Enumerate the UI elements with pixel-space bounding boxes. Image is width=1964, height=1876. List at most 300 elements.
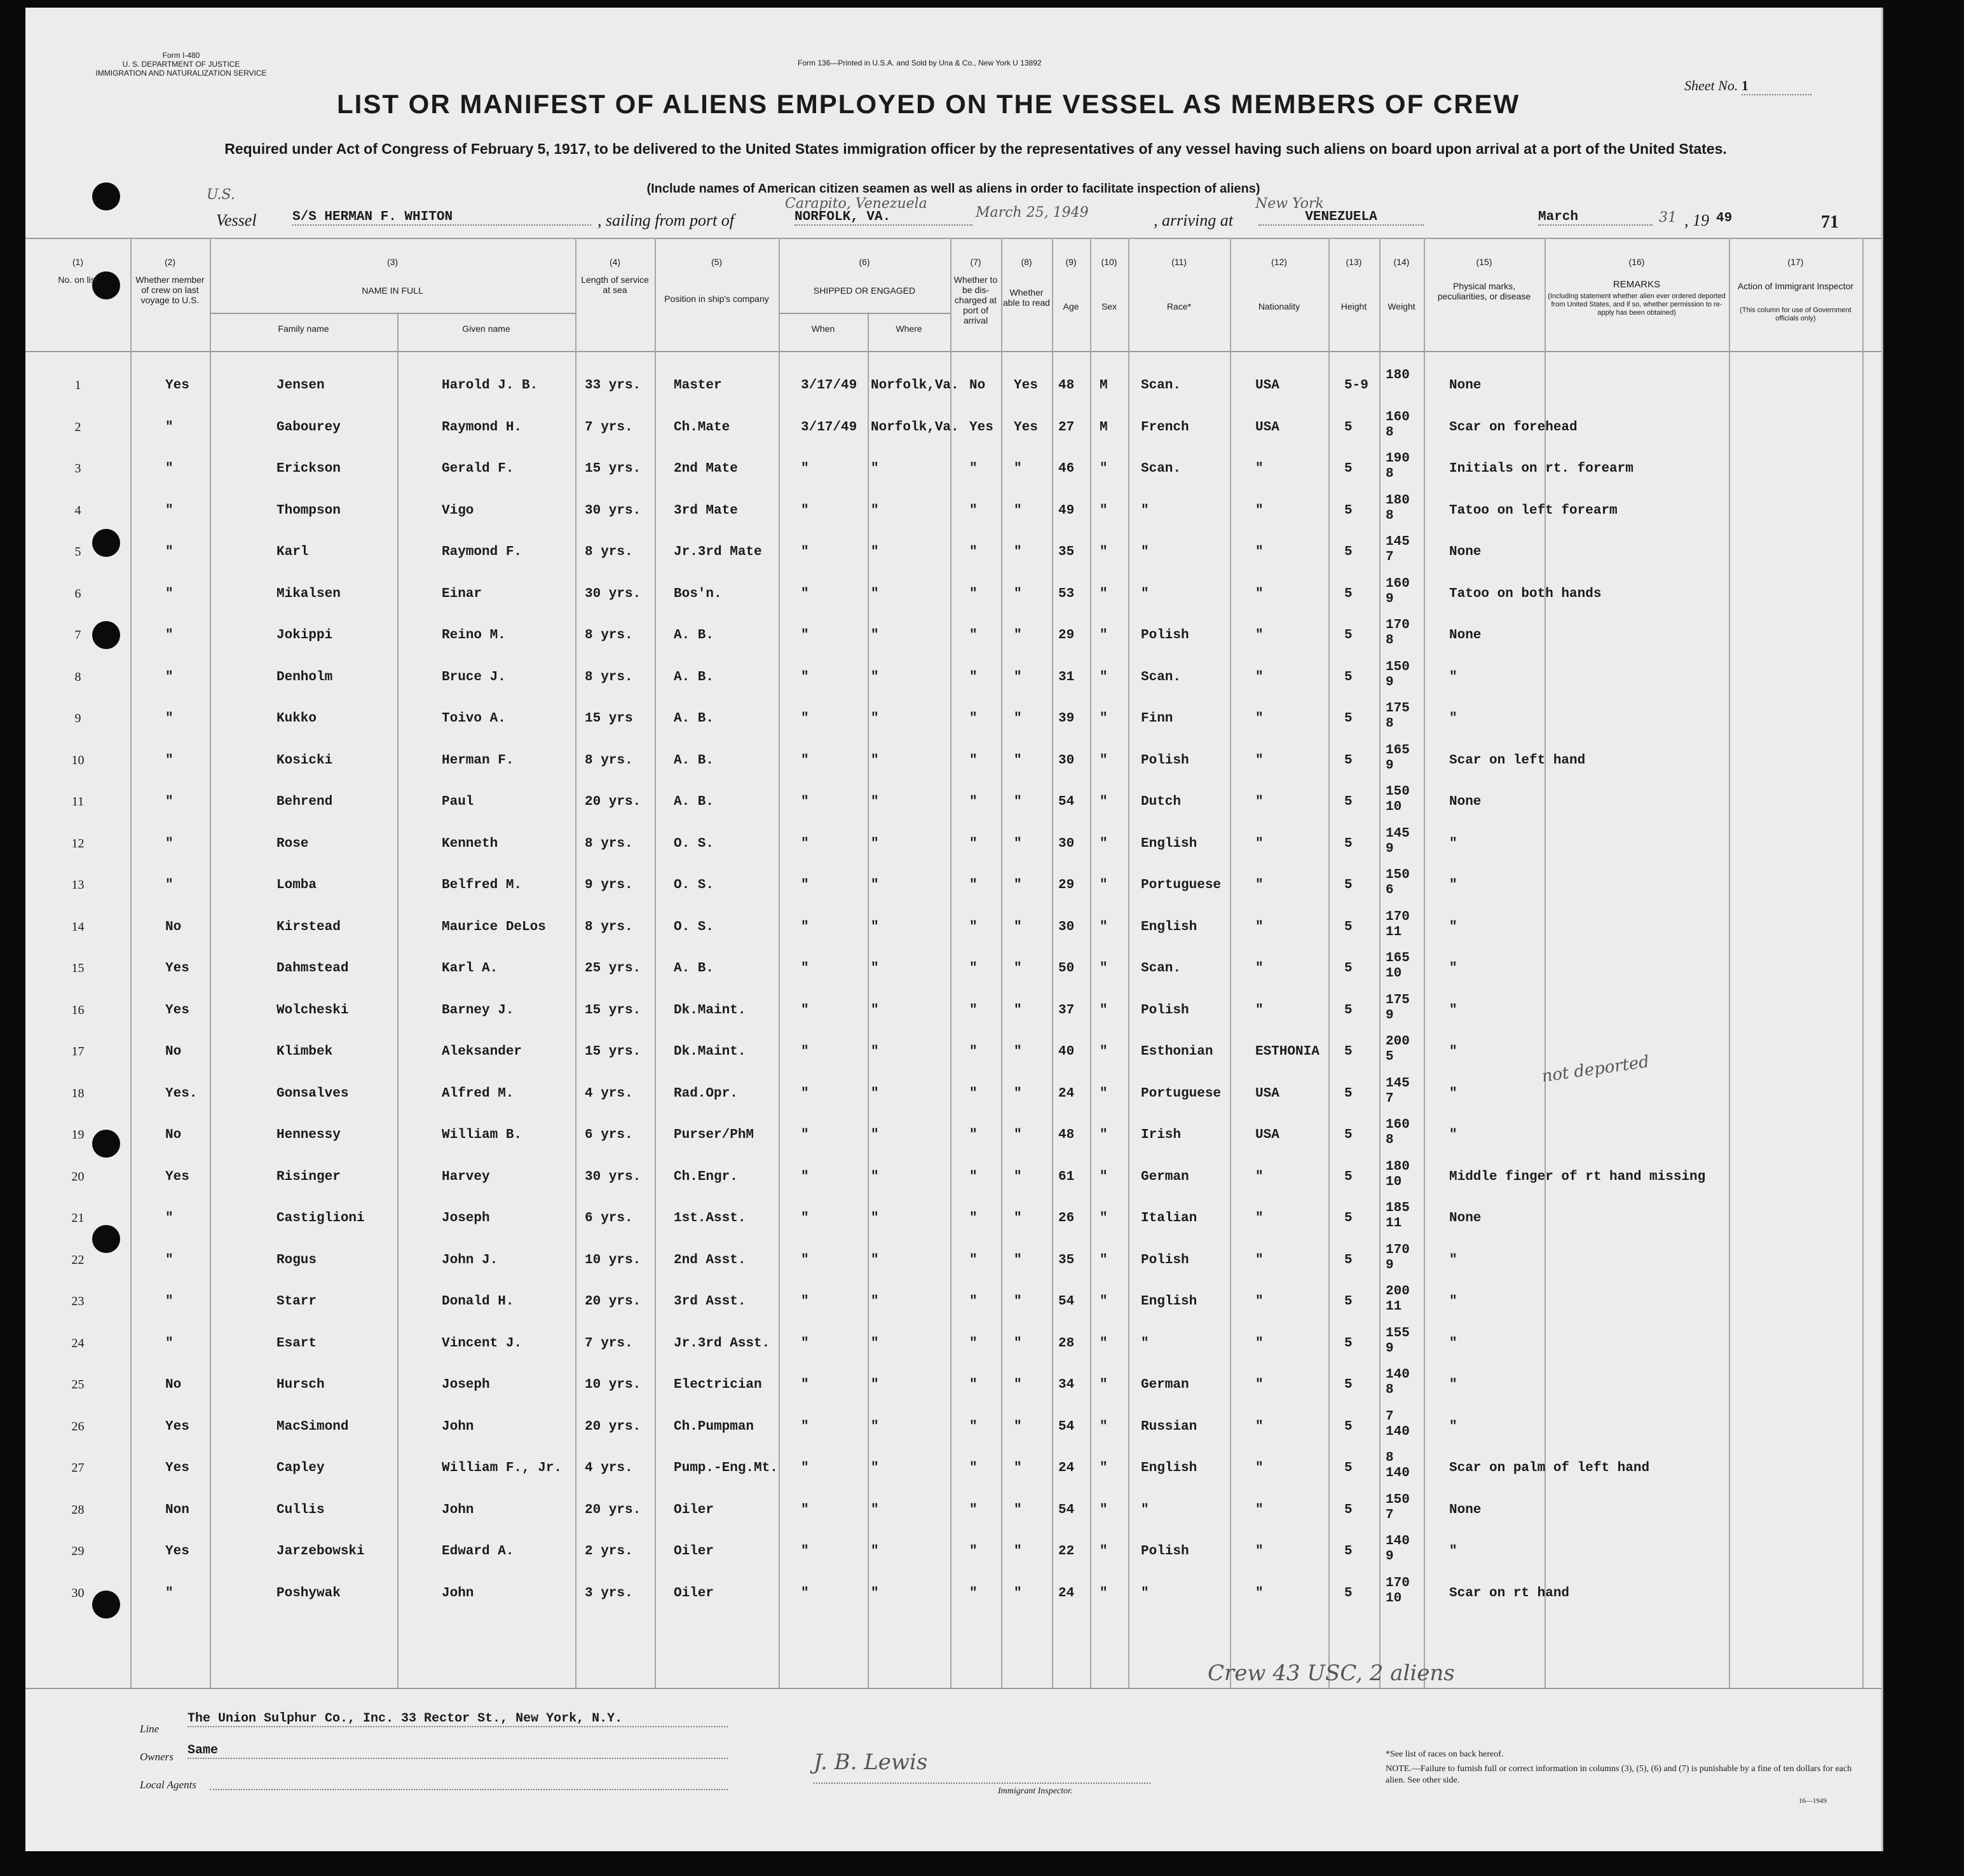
cell-where: ": [871, 1252, 879, 1268]
cell-family: Mikalsen: [276, 586, 341, 601]
cell-weight-line1: 145: [1386, 1076, 1410, 1091]
cell-member: ": [165, 669, 174, 685]
cell-n: 9: [74, 711, 81, 725]
hdr-age: Age: [1063, 301, 1079, 312]
cell-position: A. B.: [674, 753, 714, 768]
cell-weight-line2: 8: [1386, 508, 1394, 523]
cell-sex: ": [1100, 1502, 1108, 1517]
cell-position: Ch.Mate: [674, 420, 730, 435]
cell-when: ": [801, 1128, 809, 1142]
cell-member: No: [165, 1378, 182, 1392]
cell-position: Jr.3rd Asst.: [674, 1336, 770, 1351]
cell-where: ": [871, 1086, 879, 1101]
cell-family: Jarzebowski: [276, 1544, 365, 1559]
cell-position: A. B.: [674, 628, 714, 643]
cell-nat: ": [1255, 1211, 1264, 1226]
cell-member: Yes: [165, 378, 189, 393]
cell-family: Lomba: [276, 878, 317, 893]
col-num-6: (6): [859, 257, 870, 267]
cell-given: Harold J. B.: [442, 378, 538, 393]
cell-weight-line1: 190: [1386, 451, 1410, 466]
cell-nat: ": [1255, 503, 1264, 518]
cell-weight-line1: 145: [1386, 826, 1410, 841]
cell-service: 30 yrs.: [585, 503, 641, 518]
cell-height: 5: [1344, 669, 1353, 685]
cell-nat: ": [1255, 1336, 1264, 1351]
cell-race: ": [1141, 1336, 1149, 1351]
cell-age: 35: [1058, 545, 1075, 559]
table-row: [25, 1158, 1881, 1198]
cell-where: ": [871, 1544, 879, 1559]
cell-weight-line1: 150: [1386, 659, 1410, 674]
cell-member: ": [165, 420, 174, 435]
cell-given: Belfred M.: [442, 878, 522, 893]
cell-sex: ": [1100, 836, 1108, 851]
cell-height: 5-9: [1344, 378, 1368, 393]
cell-n: 29: [71, 1544, 85, 1558]
cell-position: A. B.: [674, 795, 714, 809]
cell-service: 15 yrs.: [585, 1003, 641, 1018]
cell-weight-line1: 150: [1386, 784, 1410, 799]
cell-marks: None: [1449, 795, 1482, 809]
form-id: Form I-480: [162, 51, 200, 60]
hdr-action: Action of Immigrant Inspector: [1737, 281, 1854, 291]
cell-n: 15: [71, 961, 85, 975]
cell-weight: [1386, 1367, 1410, 1398]
cell-age: 46: [1058, 462, 1075, 476]
cell-given: John: [442, 1585, 474, 1601]
cell-weight: [1386, 1493, 1410, 1523]
arrival-month: March: [1538, 210, 1653, 226]
cell-marks: ": [1449, 1252, 1457, 1268]
cell-height: 5: [1344, 1252, 1353, 1268]
cell-age: 40: [1058, 1044, 1075, 1059]
cell-race: ": [1141, 1502, 1149, 1517]
cell-n: 11: [71, 795, 85, 809]
cell-position: Dk.Maint.: [674, 1003, 746, 1018]
cell-disch: ": [969, 1044, 978, 1059]
cell-height: 5: [1344, 1585, 1353, 1601]
cell-family: Klimbek: [276, 1044, 333, 1059]
cell-read: ": [1014, 961, 1022, 976]
cell-age: 39: [1058, 711, 1075, 726]
hdr-discharged: Whether to be dis-charged at port of arrival: [953, 275, 998, 325]
cell-family: Gabourey: [276, 420, 341, 435]
cell-read: ": [1014, 836, 1022, 851]
cell-when: ": [801, 1003, 809, 1018]
year-prefix: , 19: [1684, 211, 1709, 229]
owners-value: Same: [188, 1743, 728, 1759]
hdr-where: Where: [896, 324, 922, 334]
cell-when: ": [801, 503, 809, 518]
cell-weight-line1: 8: [1386, 1451, 1394, 1465]
cell-race: English: [1141, 1461, 1197, 1475]
cell-weight-line2: 8: [1386, 467, 1394, 481]
hdr-length-service: Length of service at sea: [581, 275, 649, 295]
cell-when: ": [801, 1502, 809, 1517]
cell-nat: ": [1255, 586, 1264, 601]
cell-read: ": [1014, 1294, 1022, 1309]
cell-weight-line2: 9: [1386, 1341, 1394, 1356]
cell-family: Cullis: [276, 1502, 325, 1517]
cell-nat: ": [1255, 669, 1264, 685]
cell-given: Paul: [442, 795, 474, 809]
cell-given: Vigo: [442, 503, 474, 518]
cell-disch: ": [969, 1252, 978, 1268]
cell-disch: ": [969, 628, 978, 643]
cell-marks: Tatoo on left forearm: [1449, 503, 1618, 518]
cell-nat: ": [1255, 1461, 1264, 1475]
cell-nat: ": [1255, 1544, 1264, 1559]
cell-read: ": [1014, 1211, 1022, 1226]
cell-given: Aleksander: [442, 1044, 522, 1059]
page-title: LIST OR MANIFEST OF ALIENS EMPLOYED ON THE VESSEL AS MEMBERS OF CREW: [337, 89, 1520, 119]
cell-height: 5: [1344, 1128, 1353, 1142]
sheet-number: [1684, 78, 1811, 95]
vessel-name: S/S HERMAN F. WHITON: [292, 210, 591, 226]
cell-marks: None: [1449, 545, 1482, 559]
hand-arriving: New York: [1255, 196, 1324, 212]
cell-weight-line2: 10: [1386, 1591, 1402, 1606]
cell-service: 20 yrs.: [585, 1419, 641, 1434]
cell-age: 54: [1058, 1502, 1075, 1517]
cell-weight: [1386, 493, 1410, 524]
cell-member: ": [165, 795, 174, 809]
table-row: [25, 783, 1881, 823]
cell-read: ": [1014, 462, 1022, 476]
cell-age: 30: [1058, 919, 1075, 935]
cell-when: ": [801, 1044, 809, 1059]
cell-family: Karl: [276, 545, 309, 559]
table-row: [25, 742, 1881, 781]
cell-disch: ": [969, 1003, 978, 1018]
col-num-12: (12): [1271, 257, 1287, 267]
cell-weight-line1: 200: [1386, 1034, 1410, 1049]
cell-weight-line1: 170: [1386, 618, 1410, 633]
races-note: *See list of races on back hereof.: [1386, 1749, 1504, 1759]
cell-where: ": [871, 753, 879, 768]
cell-nat: ": [1255, 1585, 1264, 1601]
cell-weight-line1: 175: [1386, 992, 1410, 1008]
col-num-5: (5): [711, 257, 723, 267]
cell-service: 25 yrs.: [585, 961, 641, 976]
hdr-sex: Sex: [1101, 301, 1117, 312]
cell-read: ": [1014, 1336, 1022, 1351]
cell-family: Starr: [276, 1294, 317, 1309]
cell-member: ": [165, 711, 174, 726]
cell-disch: No: [969, 378, 986, 393]
cell-member: ": [165, 753, 174, 768]
cell-disch: ": [969, 753, 978, 768]
cell-age: 24: [1058, 1461, 1075, 1475]
cell-race: Portuguese: [1141, 1086, 1222, 1101]
line-value: The Union Sulphur Co., Inc. 33 Rector St., New York, N.Y.: [188, 1711, 728, 1727]
cell-member: ": [165, 1211, 174, 1226]
cell-weight-line2: 9: [1386, 758, 1394, 773]
cell-when: ": [801, 961, 809, 976]
cell-when: ": [801, 878, 809, 893]
cell-member: Yes: [165, 1419, 189, 1434]
cell-n: 17: [71, 1044, 85, 1058]
cell-family: Kukko: [276, 711, 317, 726]
cell-where: ": [871, 462, 879, 476]
table-row: [25, 1116, 1881, 1156]
col-num-15: (15): [1476, 257, 1492, 267]
cell-read: ": [1014, 503, 1022, 518]
cell-race: Polish: [1141, 1544, 1189, 1559]
cell-race: Dutch: [1141, 795, 1182, 809]
cell-nat: ": [1255, 795, 1264, 809]
col-num-3: (3): [386, 257, 399, 267]
cell-weight-line2: 7: [1386, 1091, 1394, 1106]
cell-where: ": [871, 919, 879, 935]
cell-nat: ": [1255, 1294, 1264, 1309]
cell-service: 4 yrs.: [585, 1461, 633, 1475]
cell-age: 30: [1058, 753, 1075, 768]
cell-position: O. S.: [674, 836, 714, 851]
cell-service: 9 yrs.: [585, 878, 633, 893]
cell-sex: ": [1100, 503, 1108, 518]
col-num-11: (11): [1171, 257, 1187, 267]
cell-service: 7 yrs.: [585, 1336, 633, 1351]
cell-weight: [1386, 1160, 1410, 1190]
cell-position: Oiler: [674, 1544, 714, 1559]
cell-height: 5: [1344, 503, 1353, 518]
cell-weight: [1386, 1076, 1410, 1107]
cell-marks: None: [1449, 378, 1482, 393]
cell-member: Yes: [165, 1461, 189, 1475]
cell-disch: ": [969, 1336, 978, 1351]
cell-weight: [1386, 701, 1410, 732]
cell-family: Thompson: [276, 503, 341, 518]
cell-read: ": [1014, 878, 1022, 893]
cell-disch: ": [969, 1461, 978, 1475]
cell-given: John: [442, 1419, 474, 1434]
hdr-when: When: [811, 324, 835, 334]
cell-sex: ": [1100, 753, 1108, 768]
cell-sex: ": [1100, 1128, 1108, 1142]
cell-service: 15 yrs.: [585, 462, 641, 476]
cell-sex: ": [1100, 961, 1108, 976]
cell-given: William B.: [442, 1128, 522, 1142]
cell-given: William F., Jr.: [442, 1461, 563, 1475]
hdr-action-note: (This column for use of Government officials only): [1740, 306, 1851, 322]
cell-disch: ": [969, 1419, 978, 1434]
cell-weight: [1386, 1534, 1410, 1564]
table-row: [25, 992, 1881, 1031]
cell-nat: ": [1255, 1378, 1264, 1392]
cell-weight: [1386, 410, 1410, 441]
cell-disch: ": [969, 1211, 978, 1226]
cell-sex: ": [1100, 1003, 1108, 1018]
row17-annotation: not deported: [1540, 1052, 1651, 1086]
cell-marks: None: [1449, 1502, 1482, 1517]
cell-weight-line2: 8: [1386, 425, 1394, 440]
table-row: [25, 1449, 1881, 1489]
line-label: Line: [140, 1723, 160, 1735]
cell-weight: [1386, 1118, 1410, 1148]
cell-marks: ": [1449, 1294, 1457, 1309]
cell-weight-line2: 9: [1386, 1008, 1394, 1023]
cell-service: 30 yrs.: [585, 586, 641, 601]
cell-nat: ": [1255, 878, 1264, 893]
cell-n: 16: [71, 1003, 85, 1017]
cell-height: 5: [1344, 1086, 1353, 1101]
cell-n: 30: [71, 1585, 85, 1600]
cell-nat: ": [1255, 753, 1264, 768]
cell-where: ": [871, 1003, 879, 1018]
cell-age: 31: [1058, 669, 1075, 685]
cell-disch: ": [969, 919, 978, 935]
cell-race: ": [1141, 1585, 1149, 1601]
cell-nat: ": [1255, 711, 1264, 726]
cell-height: 5: [1344, 1169, 1353, 1184]
cell-member: Yes: [165, 961, 189, 976]
cell-sex: ": [1100, 919, 1108, 935]
cell-when: ": [801, 1336, 809, 1351]
cell-read: ": [1014, 628, 1022, 643]
cell-weight: [1386, 826, 1410, 857]
arrival-day: 31: [1659, 210, 1677, 226]
cell-service: 10 yrs.: [585, 1378, 641, 1392]
hdr-able-read: Whether able to read: [1003, 287, 1050, 308]
cell-height: 5: [1344, 1003, 1353, 1018]
cell-family: Jokippi: [276, 628, 333, 643]
cell-weight-line1: 175: [1386, 701, 1410, 716]
table-row: [25, 825, 1881, 865]
cell-member: Non: [165, 1502, 189, 1517]
cell-member: ": [165, 503, 174, 518]
cell-given: Karl A.: [442, 961, 498, 976]
cell-when: ": [801, 1252, 809, 1268]
cell-n: 2: [74, 420, 81, 434]
cell-height: 5: [1344, 753, 1353, 768]
cell-service: 30 yrs.: [585, 1169, 641, 1184]
cell-where: ": [871, 545, 879, 559]
cell-age: 24: [1058, 1086, 1075, 1101]
cell-marks: None: [1449, 628, 1482, 643]
cell-weight-line2: 8: [1386, 1133, 1394, 1147]
manifest-sheet: [25, 8, 1883, 1851]
col-num-8: (8): [1021, 257, 1032, 267]
cell-weight-line2: 10: [1386, 1174, 1402, 1189]
cell-marks: ": [1449, 1003, 1457, 1018]
cell-where: ": [871, 1128, 879, 1142]
table-row: [25, 1242, 1881, 1281]
cell-age: 30: [1058, 836, 1075, 851]
cell-race: Russian: [1141, 1419, 1197, 1434]
cell-service: 8 yrs.: [585, 836, 633, 851]
hdr-physical: Physical marks, peculiarities, or disease: [1437, 281, 1531, 301]
cell-age: 29: [1058, 628, 1075, 643]
cell-sex: ": [1100, 462, 1108, 476]
cell-n: 3: [74, 462, 81, 476]
cell-position: A. B.: [674, 961, 714, 976]
cell-nat: ESTHONIA: [1255, 1044, 1320, 1059]
cell-race: Irish: [1141, 1128, 1182, 1142]
cell-n: 27: [71, 1461, 85, 1475]
penalty-note: NOTE.—Failure to furnish full or correct information in columns (3), (5), (6) and (7) is punishable by a fine of ten dollars for each alien. See other side.: [1386, 1764, 1852, 1785]
cell-height: 5: [1344, 1544, 1353, 1559]
cell-disch: ": [969, 836, 978, 851]
cell-disch: ": [969, 545, 978, 559]
cell-weight: [1386, 618, 1410, 648]
cell-given: Joseph: [442, 1211, 490, 1226]
cell-weight: [1386, 1034, 1410, 1065]
cell-weight: [1386, 1201, 1410, 1231]
cell-sex: ": [1100, 1419, 1108, 1434]
cell-weight-line2: 8: [1386, 716, 1394, 731]
cell-disch: ": [969, 1585, 978, 1601]
cell-height: 5: [1344, 836, 1353, 851]
cell-read: ": [1014, 1003, 1022, 1018]
table-row: [25, 1283, 1881, 1322]
cell-weight: [1386, 784, 1410, 815]
cell-weight-line2: 140: [1386, 1466, 1410, 1481]
cell-disch: ": [969, 1502, 978, 1517]
cell-marks: ": [1449, 1044, 1457, 1059]
cell-height: 5: [1344, 1502, 1353, 1517]
cell-disch: ": [969, 1169, 978, 1184]
cell-age: 53: [1058, 586, 1075, 601]
cell-sex: ": [1100, 1211, 1108, 1226]
cell-height: 5: [1344, 462, 1353, 476]
cell-weight-line1: 7: [1386, 1409, 1394, 1424]
cell-weight-line2: 9: [1386, 1257, 1394, 1273]
cell-sex: ": [1100, 628, 1108, 643]
sheet-label: Sheet No.: [1684, 78, 1738, 93]
cell-member: No: [165, 1044, 182, 1059]
cell-weight: [1386, 951, 1410, 982]
cell-marks: ": [1449, 711, 1457, 726]
cell-weight-line1: 155: [1386, 1325, 1410, 1341]
hdr-position: Position in ship's company: [664, 294, 769, 304]
cell-weight-line1: 180: [1386, 1159, 1410, 1174]
cell-n: 10: [71, 753, 85, 767]
cell-read: ": [1014, 669, 1022, 685]
cell-read: ": [1014, 1169, 1022, 1184]
cell-position: 3rd Mate: [674, 503, 738, 518]
cell-where: Norfolk,Va.: [871, 378, 959, 393]
cell-member: No: [165, 1128, 182, 1142]
cell-weight-line1: 185: [1386, 1201, 1410, 1215]
cell-n: 8: [74, 669, 81, 684]
col-num-10: (10): [1101, 257, 1117, 267]
hand-date: March 25, 1949: [976, 205, 1089, 221]
cell-member: ": [165, 1336, 174, 1351]
cell-service: 20 yrs.: [585, 1502, 641, 1517]
cell-given: Raymond F.: [442, 545, 522, 559]
table-row: [25, 1366, 1881, 1406]
cell-weight-line1: 165: [1386, 743, 1410, 758]
cell-weight-line2: 11: [1386, 1216, 1402, 1231]
cell-position: Ch.Pumpman: [674, 1419, 754, 1434]
cell-nat: ": [1255, 919, 1264, 935]
cell-position: Bos'n.: [674, 586, 722, 601]
table-row: [25, 700, 1881, 739]
cell-n: 1: [74, 378, 81, 392]
cell-family: Rogus: [276, 1252, 317, 1268]
cell-where: ": [871, 1502, 879, 1517]
cell-given: Vincent J.: [442, 1336, 522, 1351]
cell-n: 21: [71, 1211, 85, 1225]
table-row: [25, 492, 1881, 531]
cell-weight-line2: 11: [1386, 924, 1402, 940]
cell-when: ": [801, 1294, 809, 1309]
table-row: [25, 575, 1881, 615]
cell-weight: [1386, 1243, 1410, 1273]
cell-where: ": [871, 1378, 879, 1392]
